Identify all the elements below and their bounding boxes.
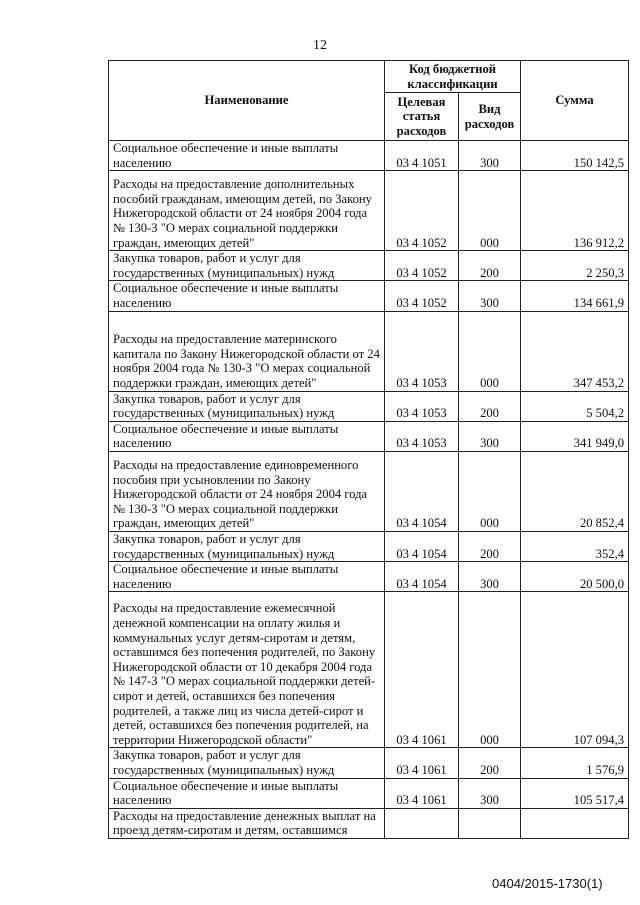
table-row [109, 748, 629, 778]
row-expense-type: 300 [459, 421, 521, 451]
row-amount: 136 912,2 [521, 171, 629, 251]
row-amount: 105 517,4 [521, 778, 629, 808]
row-expense-type: 000 [459, 592, 521, 748]
table-row [109, 311, 629, 391]
row-name: Социальное обеспечение и иные выплаты населению [109, 421, 385, 451]
page-number: 12 [313, 38, 327, 53]
row-expense-type: 200 [459, 391, 521, 421]
budget-table [108, 60, 629, 839]
header-target-item: Целевая статья расходов [385, 93, 459, 141]
row-amount: 20 852,4 [521, 451, 629, 531]
row-expense-type: 000 [459, 171, 521, 251]
row-name: Закупка товаров, работ и услуг для государственных (муниципальных) нужд [109, 748, 385, 778]
row-target-code: 03 4 1061 [385, 778, 459, 808]
table-row [109, 141, 629, 171]
row-amount: 1 576,9 [521, 748, 629, 778]
row-amount: 352,4 [521, 531, 629, 561]
row-expense-type: 300 [459, 141, 521, 171]
table-row [109, 421, 629, 451]
row-amount: 20 500,0 [521, 562, 629, 592]
row-amount: 5 504,2 [521, 391, 629, 421]
row-expense-type: 000 [459, 451, 521, 531]
row-amount: 150 142,5 [521, 141, 629, 171]
header-expense-type: Вид расходов [459, 93, 521, 141]
table-row [109, 251, 629, 281]
row-expense-type: 200 [459, 748, 521, 778]
table-row [109, 562, 629, 592]
row-name: Закупка товаров, работ и услуг для государственных (муниципальных) нужд [109, 251, 385, 281]
table-body [109, 141, 629, 839]
row-target-code: 03 4 1061 [385, 592, 459, 748]
table-row [109, 171, 629, 251]
row-target-code: 03 4 1053 [385, 391, 459, 421]
row-name: Социальное обеспечение и иные выплаты населению [109, 281, 385, 311]
row-name: Социальное обеспечение и иные выплаты населению [109, 778, 385, 808]
row-amount: 107 094,3 [521, 592, 629, 748]
row-target-code: 03 4 1053 [385, 311, 459, 391]
row-target-code: 03 4 1061 [385, 748, 459, 778]
row-name: Социальное обеспечение и иные выплаты населению [109, 141, 385, 171]
row-target-code: 03 4 1054 [385, 562, 459, 592]
row-expense-type: 200 [459, 531, 521, 561]
row-target-code: 03 4 1052 [385, 171, 459, 251]
table-row [109, 531, 629, 561]
table-row [109, 391, 629, 421]
document-footer-code: 0404/2015-1730(1) [492, 876, 603, 891]
row-target-code: 03 4 1053 [385, 421, 459, 451]
row-target-code: 03 4 1054 [385, 531, 459, 561]
row-expense-type: 000 [459, 311, 521, 391]
row-amount [521, 808, 629, 838]
row-target-code: 03 4 1051 [385, 141, 459, 171]
row-name: Расходы на предоставление денежных выплат на проезд детям-сиротам и детям, оставшимся [109, 808, 385, 838]
row-amount: 341 949,0 [521, 421, 629, 451]
row-expense-type: 300 [459, 778, 521, 808]
row-target-code: 03 4 1052 [385, 251, 459, 281]
row-name: Социальное обеспечение и иные выплаты населению [109, 562, 385, 592]
row-target-code: 03 4 1052 [385, 281, 459, 311]
row-expense-type: 300 [459, 562, 521, 592]
row-expense-type: 300 [459, 281, 521, 311]
row-expense-type [459, 808, 521, 838]
row-name: Расходы на предоставление ежемесячной денежной компенсации на оплату жилья и коммунальных услуг детям-сиротам и детям, оставшимся без попечения родителей, по Закону Нижегородской области от 10 декабря 2004 года № 147-З "О мерах социальной поддержки детей-сирот и детей, оставшихся без попечения родителей, а также лиц из числа детей-сирот и детей, оставшихся без попечения родителей, на территории Нижегородской области" [109, 592, 385, 748]
row-amount: 134 661,9 [521, 281, 629, 311]
row-name: Расходы на предоставление материнского капитала по Закону Нижегородской области от 24 ноября 2004 года № 130-З "О мерах социальной поддержки граждан, имеющих детей" [109, 311, 385, 391]
row-expense-type: 200 [459, 251, 521, 281]
row-name: Расходы на предоставление дополнительных пособий гражданам, имеющим детей, по Закону Нижегородской области от 24 ноября 2004 года № 130-З "О мерах социальной поддержки граждан, имеющих детей" [109, 171, 385, 251]
row-target-code: 03 4 1054 [385, 451, 459, 531]
table-header [109, 61, 629, 141]
table-row [109, 778, 629, 808]
header-classification: Код бюджетной классификации [385, 61, 521, 93]
table-row [109, 281, 629, 311]
row-amount: 347 453,2 [521, 311, 629, 391]
header-name: Наименование [109, 61, 385, 141]
header-amount: Сумма [521, 61, 629, 141]
table-row [109, 451, 629, 531]
row-amount: 2 250,3 [521, 251, 629, 281]
row-name: Закупка товаров, работ и услуг для государственных (муниципальных) нужд [109, 391, 385, 421]
row-target-code [385, 808, 459, 838]
table-row [109, 592, 629, 748]
row-name: Закупка товаров, работ и услуг для государственных (муниципальных) нужд [109, 531, 385, 561]
table-row [109, 808, 629, 838]
row-name: Расходы на предоставление единовременного пособия при усыновлении по Закону Нижегородской области от 24 ноября 2004 года № 130-З "О мерах социальной поддержки граждан, имеющих детей" [109, 451, 385, 531]
